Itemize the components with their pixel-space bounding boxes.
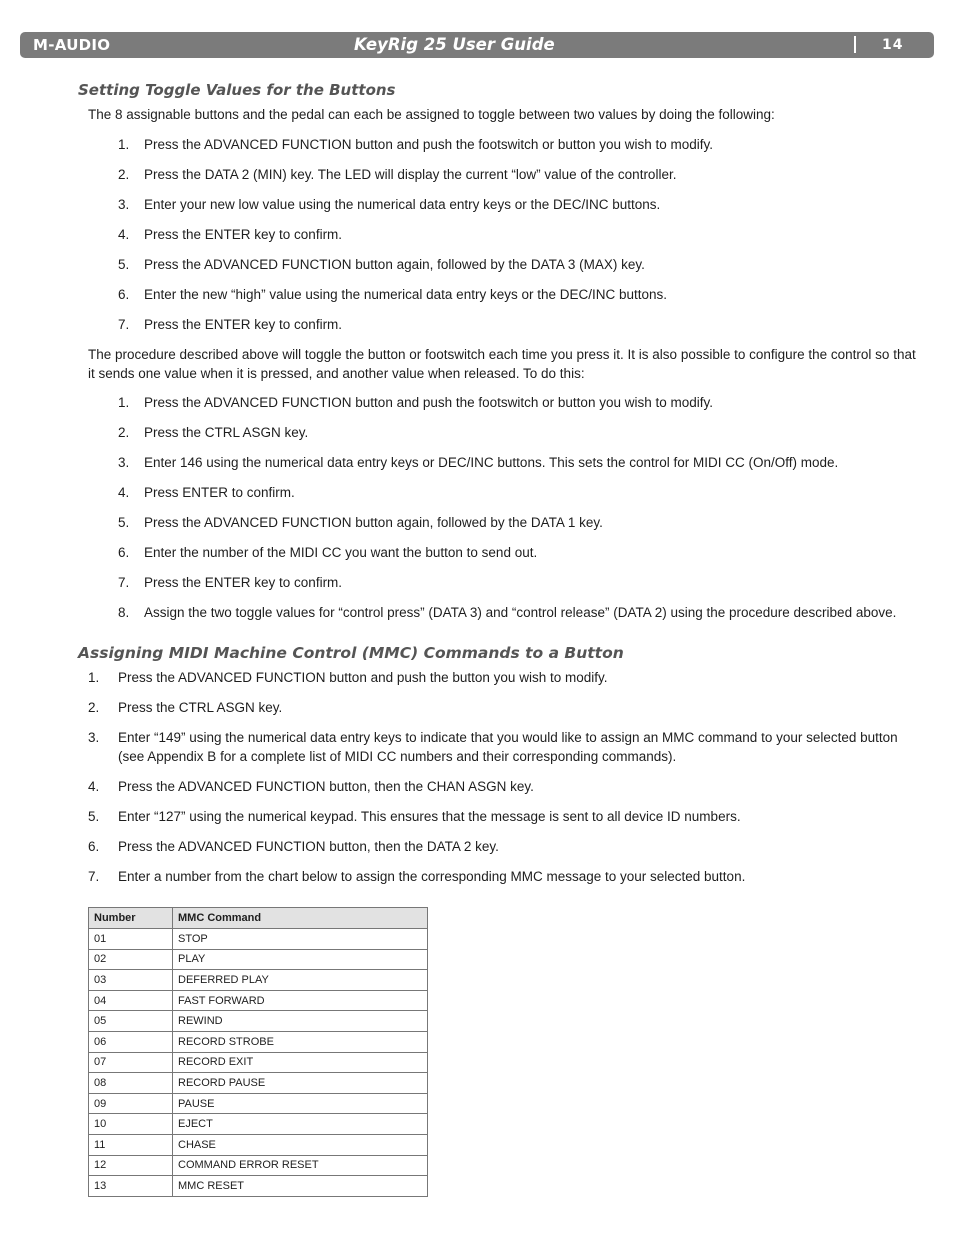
step-number: 3.	[88, 730, 100, 745]
step-number: 7.	[88, 869, 100, 884]
step-text: Press the ADVANCED FUNCTION button and push the footswitch or button you wish to modify.	[144, 137, 713, 152]
cell-command: PLAY	[173, 949, 428, 970]
step-number: 6.	[118, 287, 130, 302]
step-text: Press the ADVANCED FUNCTION button, then the CHAN ASGN key.	[118, 779, 534, 794]
section-title-toggle-values: Setting Toggle Values for the Buttons	[78, 81, 396, 99]
table-row	[89, 1155, 428, 1176]
step-text: Enter the new “high” value using the numerical data entry keys or the DEC/INC buttons.	[144, 287, 668, 302]
table-row	[89, 1073, 428, 1094]
table-row	[89, 1052, 428, 1073]
step-text: Enter 146 using the numerical data entry keys or DEC/INC buttons. This sets the control for MIDI CC (On/Off) mode.	[144, 455, 839, 470]
cell-number: 02	[89, 949, 173, 970]
cell-number: 12	[89, 1155, 173, 1176]
cell-number: 04	[89, 990, 173, 1011]
table-row	[89, 1031, 428, 1052]
step-text: Press ENTER to confirm.	[144, 485, 295, 500]
step-number: 2.	[88, 700, 100, 715]
table-header-row	[89, 908, 428, 929]
step-number: 6.	[88, 839, 100, 854]
step-text: Press the ADVANCED FUNCTION button again, followed by the DATA 3 (MAX) key.	[144, 257, 645, 272]
step-number: 1.	[118, 137, 130, 152]
step-number: 8.	[118, 605, 130, 620]
step-number: 4.	[88, 779, 100, 794]
cell-command: RECORD STROBE	[173, 1031, 428, 1052]
step-number: 4.	[118, 227, 130, 242]
document-title: KeyRig 25 User Guide	[354, 35, 555, 54]
table-row	[89, 1114, 428, 1135]
step-text: Press the ADVANCED FUNCTION button and push the footswitch or button you wish to modify.	[144, 395, 713, 410]
table-row	[89, 1011, 428, 1032]
step-text: Enter a number from the chart below to assign the corresponding MMC message to your selected button.	[118, 869, 746, 884]
header-divider	[854, 36, 856, 53]
cell-command: CHASE	[173, 1134, 428, 1155]
cell-command: RECORD PAUSE	[173, 1073, 428, 1094]
step-number: 7.	[118, 317, 130, 332]
step-number: 6.	[118, 545, 130, 560]
cell-number: 10	[89, 1114, 173, 1135]
step-number: 5.	[118, 515, 130, 530]
step-text: Enter the number of the MIDI CC you want the button to send out.	[144, 545, 538, 560]
cell-number: 06	[89, 1031, 173, 1052]
table-row	[89, 1134, 428, 1155]
cell-number: 11	[89, 1134, 173, 1155]
step-text: Press the ADVANCED FUNCTION button and push the button you wish to modify.	[118, 670, 608, 685]
step-text: Press the DATA 2 (MIN) key. The LED will display the current “low” value of the controller.	[144, 167, 677, 182]
cell-command: FAST FORWARD	[173, 990, 428, 1011]
table-row	[89, 970, 428, 991]
step-text: Enter your new low value using the numerical data entry keys or the DEC/INC buttons.	[144, 197, 661, 212]
step-text: Press the CTRL ASGN key.	[144, 425, 309, 440]
middle-paragraph: The procedure described above will toggle the button or footswitch each time you press it. It is also possible to configure the control so that it sends one value when it is pressed, and another value when released. To do this:	[88, 347, 916, 381]
cell-command: EJECT	[173, 1114, 428, 1135]
cell-command: COMMAND ERROR RESET	[173, 1155, 428, 1176]
cell-number: 03	[89, 970, 173, 991]
table-row	[89, 929, 428, 950]
step-number: 2.	[118, 425, 130, 440]
cell-command: REWIND	[173, 1011, 428, 1032]
step-text: Press the ENTER key to confirm.	[144, 317, 343, 332]
step-text: Press the ENTER key to confirm.	[144, 227, 343, 242]
step-number: 7.	[118, 575, 130, 590]
step-number: 1.	[88, 670, 100, 685]
cell-number: 08	[89, 1073, 173, 1094]
intro-paragraph: The 8 assignable buttons and the pedal can each be assigned to toggle between two values by doing the following:	[88, 107, 775, 122]
cell-number: 01	[89, 929, 173, 950]
step-text: Press the ENTER key to confirm.	[144, 575, 343, 590]
table-row	[89, 1093, 428, 1114]
table-row	[89, 949, 428, 970]
step-text: Press the CTRL ASGN key.	[118, 700, 283, 715]
cell-command: PAUSE	[173, 1093, 428, 1114]
step-text: Enter “127” using the numerical keypad. This ensures that the message is sent to all device ID numbers.	[118, 809, 741, 824]
cell-command: STOP	[173, 929, 428, 950]
step-number: 3.	[118, 197, 130, 212]
page-number: 14	[882, 37, 904, 53]
table-row	[89, 1176, 428, 1197]
step-text: Enter “149” using the numerical data entry keys to indicate that you would like to assign an MMC command to your selected button (see Appendix B for a complete list of MIDI CC numbers and their corresponding commands).	[118, 730, 898, 764]
column-header-command: MMC Command	[173, 908, 428, 929]
step-text: Press the ADVANCED FUNCTION button again, followed by the DATA 1 key.	[144, 515, 603, 530]
page-header	[20, 32, 934, 58]
cell-command: DEFERRED PLAY	[173, 970, 428, 991]
cell-number: 13	[89, 1176, 173, 1197]
step-number: 5.	[118, 257, 130, 272]
cell-number: 07	[89, 1052, 173, 1073]
table-row	[89, 990, 428, 1011]
cell-number: 05	[89, 1011, 173, 1032]
step-text: Assign the two toggle values for “control press” (DATA 3) and “control release” (DATA 2) using the procedure described above.	[144, 605, 897, 620]
brand-logo: M-AUDIO	[33, 36, 111, 54]
cell-number: 09	[89, 1093, 173, 1114]
mmc-command-table	[88, 907, 428, 1197]
step-number: 1.	[118, 395, 130, 410]
section-title-mmc: Assigning MIDI Machine Control (MMC) Commands to a Button	[78, 644, 624, 662]
step-number: 3.	[118, 455, 130, 470]
step-number: 2.	[118, 167, 130, 182]
cell-command: MMC RESET	[173, 1176, 428, 1197]
cell-command: RECORD EXIT	[173, 1052, 428, 1073]
step-text: Press the ADVANCED FUNCTION button, then the DATA 2 key.	[118, 839, 499, 854]
step-number: 5.	[88, 809, 100, 824]
step-number: 4.	[118, 485, 130, 500]
column-header-number: Number	[89, 908, 173, 929]
